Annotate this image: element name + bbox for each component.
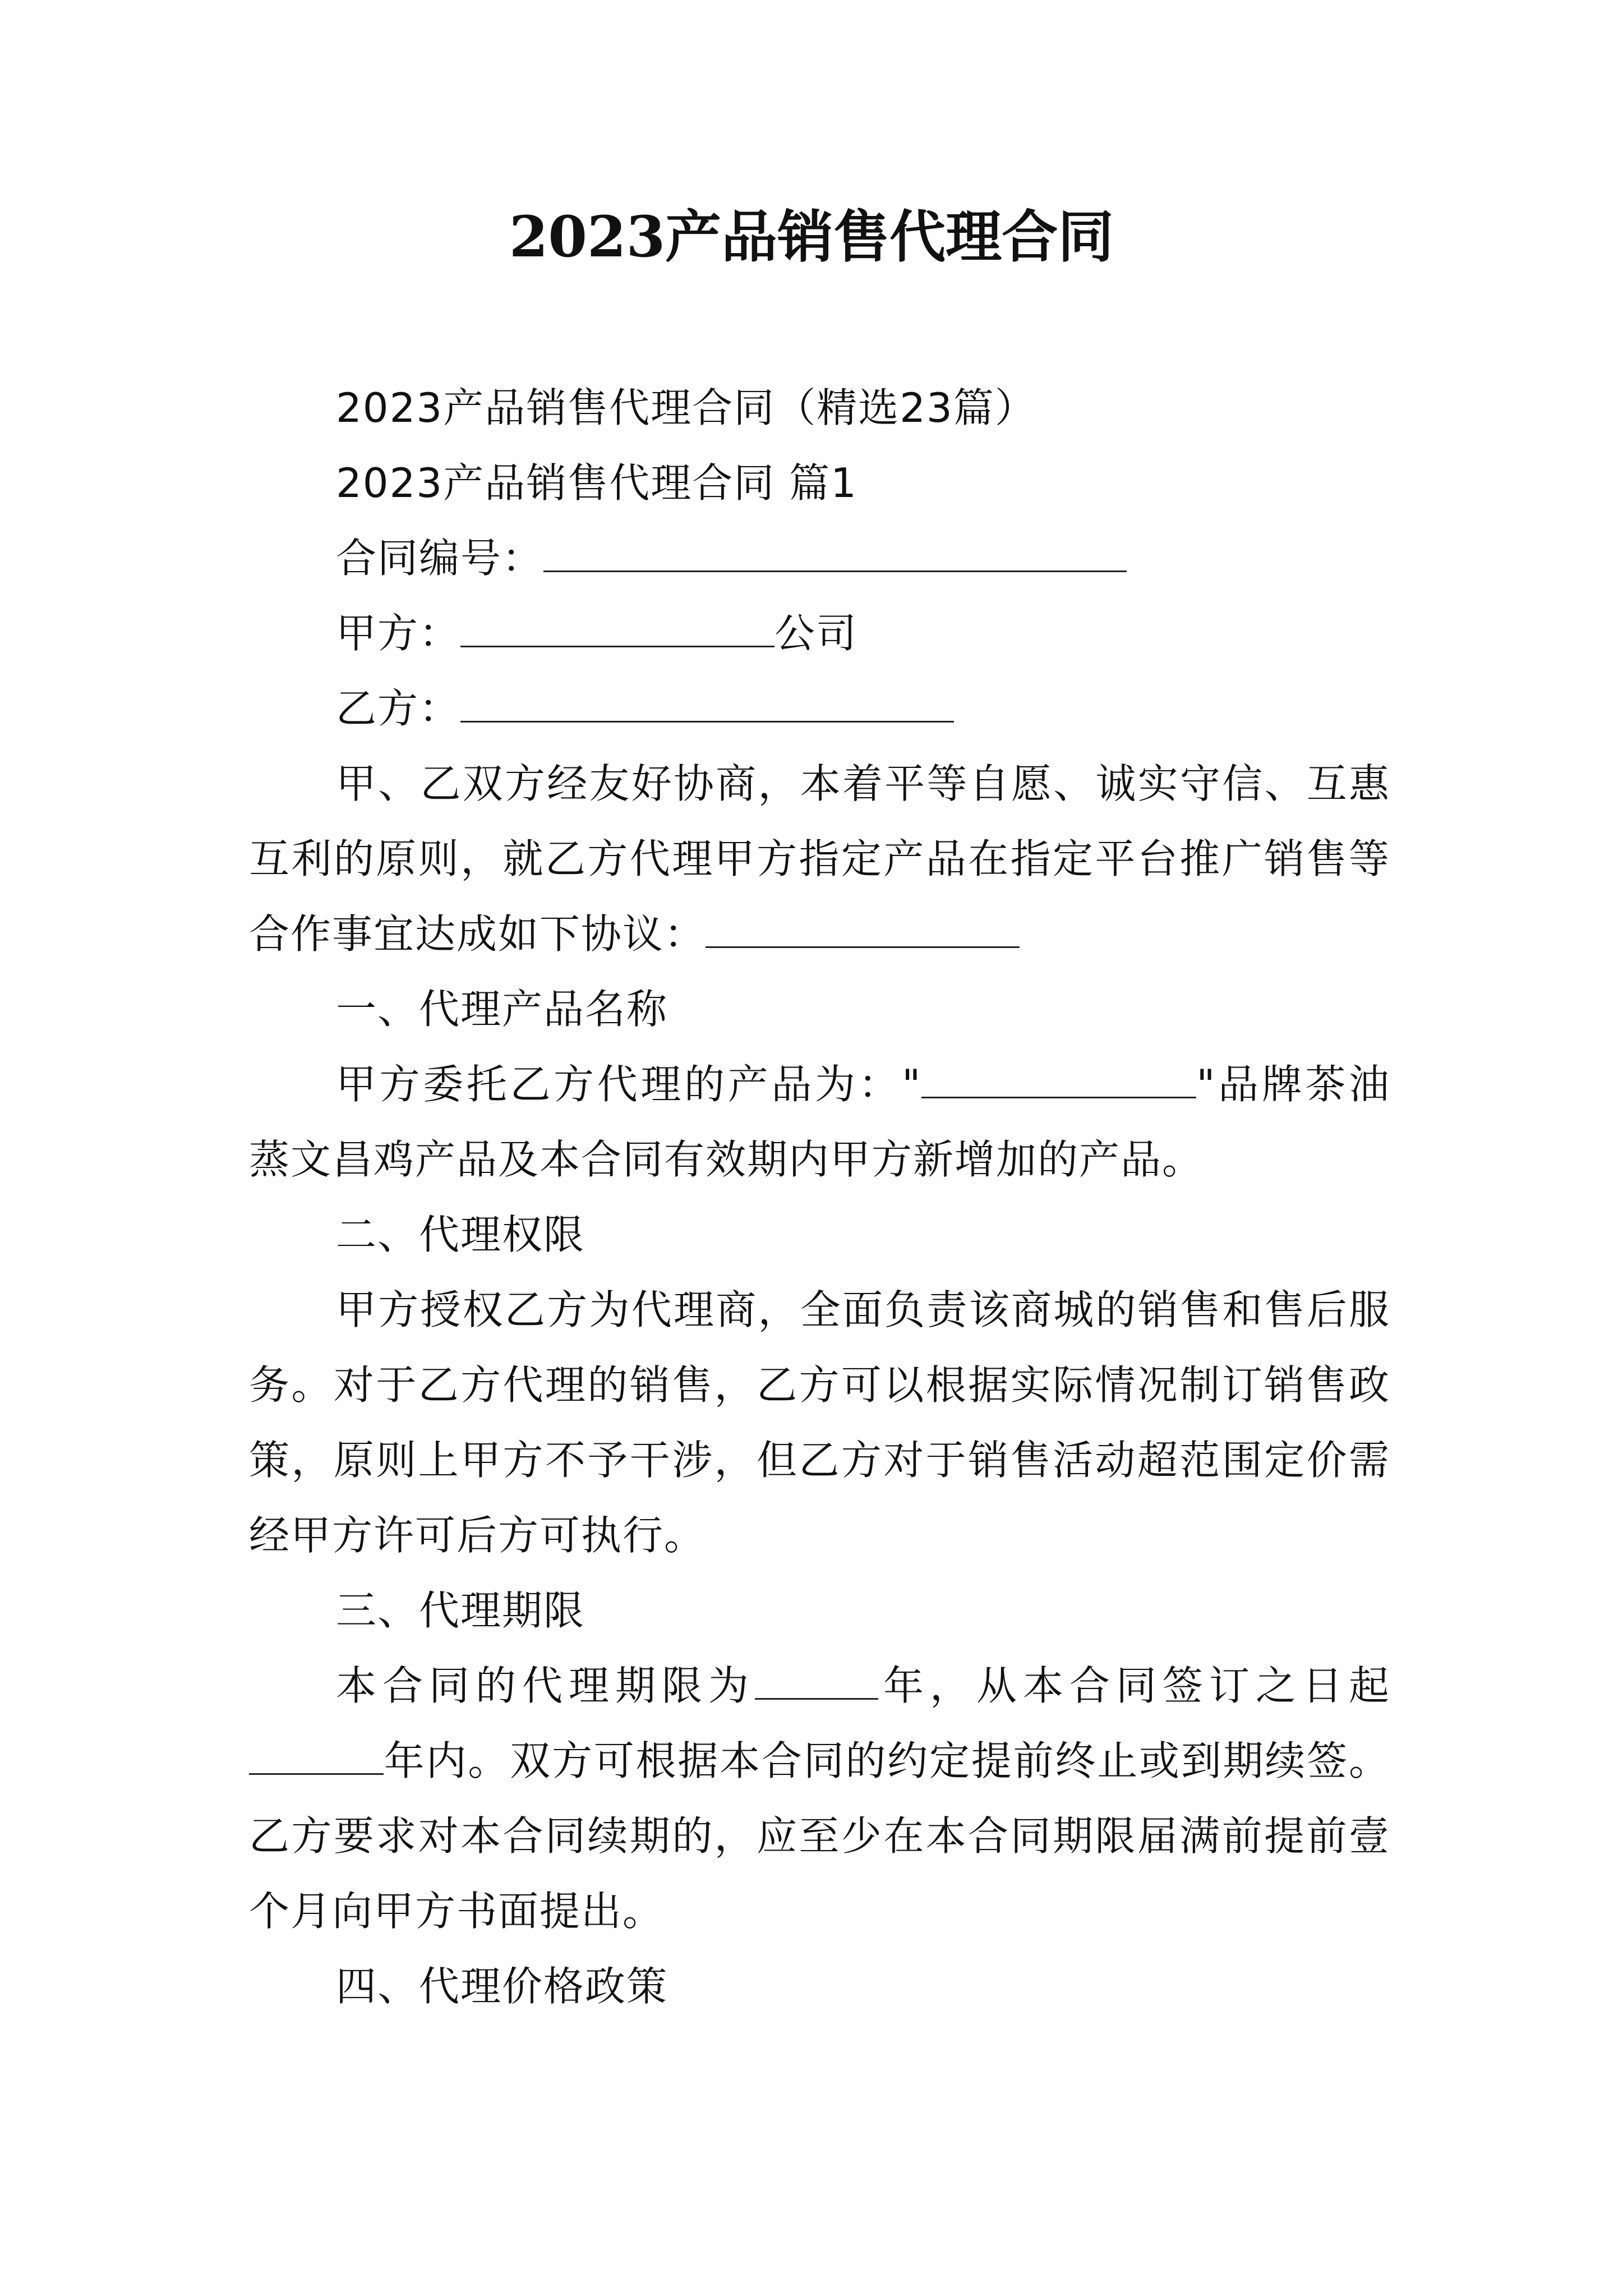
preamble-text: 甲、乙双方经友好协商，本着平等自愿、诚实守信、互惠互利的原则，就乙方代理甲方指定产品在指定平台推广销售等合作事宜达成如下协议： [249, 760, 1390, 958]
subtitle: 2023产品销售代理合同（精选23篇） [336, 384, 1036, 431]
party-b-label: 乙方： [336, 685, 461, 732]
contract-number-blank [543, 531, 1127, 572]
contract-number-line [249, 521, 1390, 596]
party-a-label: 甲方： [336, 610, 461, 657]
section2-paragraph: 甲方授权乙方为代理商，全面负责该商城的销售和售后服务。对于乙方代理的销售，乙方可以根据实际情况制订销售政策，原则上甲方不予干涉，但乙方对于销售活动超范围定价需经甲方许可后方可执行。 [249, 1286, 1390, 1559]
section3-part1: 本合同的代理期限为 [336, 1662, 755, 1709]
section3-heading: 三、代理期限 [336, 1587, 585, 1634]
party-b-line [249, 671, 1390, 746]
section1-paragraph [249, 1047, 1390, 1197]
contract-number-label: 合同编号： [336, 535, 544, 582]
document-body [249, 370, 1390, 2024]
preamble-paragraph [249, 746, 1390, 972]
party-b-blank [460, 682, 954, 723]
party-a-suffix: 公司 [774, 610, 858, 657]
section3-paragraph [249, 1648, 1390, 1949]
party-a-blank [460, 606, 774, 647]
preamble-blank [706, 907, 1020, 948]
term-end-blank [249, 1734, 384, 1775]
part-heading: 2023产品销售代理合同 篇1 [336, 459, 857, 507]
section2-heading: 二、代理权限 [336, 1211, 585, 1258]
brand-name-blank [921, 1057, 1196, 1098]
document-title: 2023产品销售代理合同 [509, 204, 1114, 270]
party-a-line [249, 596, 1390, 671]
section1-prefix: 甲方委托乙方代理的产品为：" [336, 1061, 922, 1108]
section1-suffix: "品牌茶油蒸文昌鸡产品及本合同有效期内甲方新增加的产品。 [249, 1061, 1390, 1183]
section3-part2: 年，从本合同签订之日起 [878, 1662, 1390, 1709]
section3-part3: 年内。双方可根据本合同的约定提前终止或到期续签。乙方要求对本合同续期的，应至少在本合同期限届满前提前壹个月向甲方书面提出。 [249, 1737, 1390, 1935]
section4-heading: 四、代理价格政策 [336, 1963, 668, 2010]
term-years-blank [755, 1659, 878, 1700]
section1-heading: 一、代理产品名称 [336, 986, 668, 1033]
